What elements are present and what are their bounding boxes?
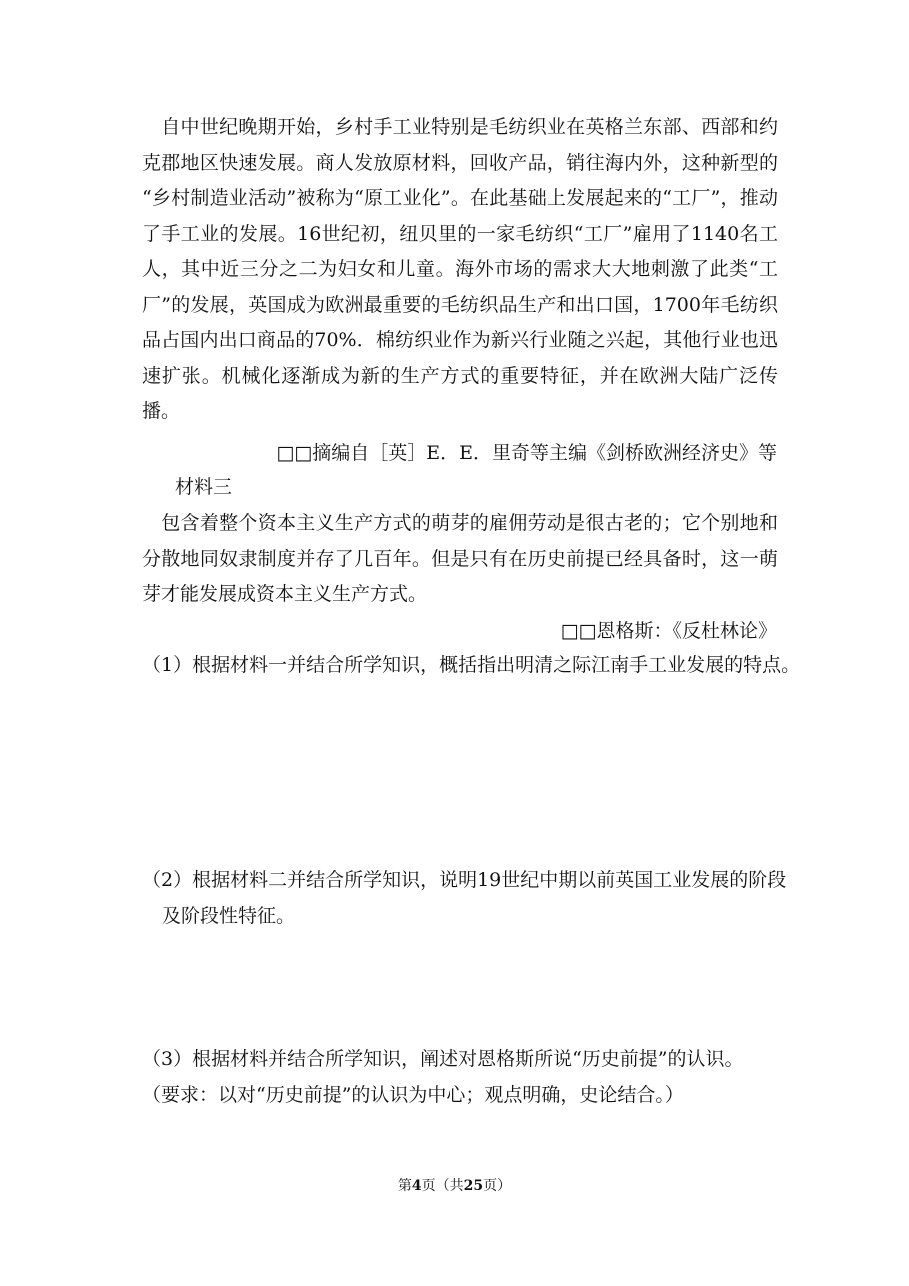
page-footer [0, 1176, 909, 1196]
question-1 [142, 648, 801, 684]
question-1-text: （1）根据材料一并结合所学知识，概括指出明清之际江南手工业发展的特点。 [142, 654, 801, 676]
material-three-paragraph [142, 506, 778, 613]
material-two-line: 播。 [142, 400, 181, 422]
material-two-line: 自中世纪晚期开始，乡村手工业特别是毛纺织业在英格兰东部、西部和约 [142, 116, 778, 138]
question-2 [142, 863, 787, 934]
question-2-text-line1: （2）根据材料二并结合所学知识，说明19世纪中期以前英国工业发展的阶段 [142, 869, 787, 891]
material-two-paragraph [142, 110, 778, 430]
footer-prefix: 第 [397, 1178, 412, 1194]
material-three-source: □□恩格斯：《反杜林论》 [560, 620, 777, 642]
material-two-line: 了手工业的发展。16世纪初，纽贝里的一家毛纺织“工厂”雇用了1140名工 [142, 222, 778, 245]
material-two-line: 克郡地区快速发展。商人发放原材料，回收产品，销往海内外，这种新型的 [142, 151, 778, 174]
material-two-line: 厂”的发展，英国成为欧洲最重要的毛纺织品生产和出口国，1700年毛纺织 [142, 293, 778, 316]
material-two-source: □□摘编自［英］E．E．里奇等主编《剑桥欧洲经济史》等 [276, 442, 777, 464]
material-two-line: 人，其中近三分之二为妇女和儿童。海外市场的需求大大地刺激了此类“工 [142, 258, 778, 280]
footer-middle: 页（共 [421, 1178, 464, 1194]
question-3 [142, 1042, 778, 1113]
question-2-text-line2: 及阶段性特征。 [162, 904, 296, 927]
material-three-heading: 材料三 [175, 476, 233, 498]
footer-suffix: 页） [483, 1178, 512, 1194]
material-two-line: 速扩张。机械化逐渐成为新的生产方式的重要特征，并在欧洲大陆广泛传 [142, 364, 778, 387]
footer-total-pages: 25 [463, 1178, 484, 1194]
question-3-requirement: （要求：以对“历史前提”的认识为中心；观点明确，史论结合。） [142, 1083, 684, 1106]
material-two-line: 品占国内出口商品的70%．棉纺织业作为新兴行业随之兴起，其他行业也迅 [142, 329, 778, 351]
material-two-line: “乡村制造业活动”被称为“原工业化”。在此基础上发展起来的“工厂”，推动 [142, 187, 778, 209]
footer-page-number: 4 [411, 1178, 422, 1194]
question-3-text: （3）根据材料并结合所学知识，阐述对恩格斯所说“历史前提”的认识。 [142, 1048, 744, 1070]
material-three-line: 芽才能发展成资本主义生产方式。 [142, 583, 428, 605]
material-three-line: 分散地同奴隶制度并存了几百年。但是只有在历史前提已经具备时，这一萌 [142, 547, 778, 570]
material-three-line: 包含着整个资本主义生产方式的萌芽的雇佣劳动是很古老的；它个别地和 [142, 512, 778, 534]
